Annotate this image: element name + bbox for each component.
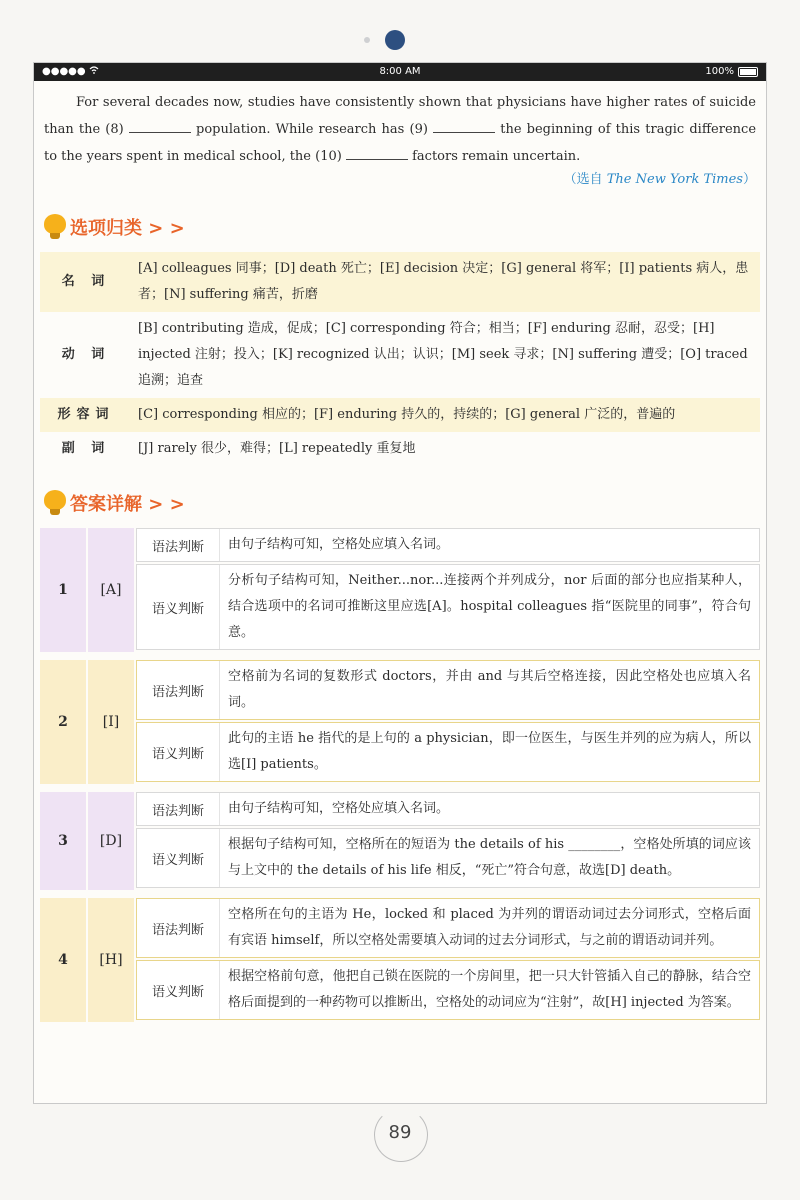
answer-block bbox=[40, 898, 760, 1022]
source-suffix: ） bbox=[742, 172, 756, 187]
meaning-text: 根据空格前句意，他把自己锁在医院的一个房间里，把一只大针管插入自己的静脉，结合空格后面提到的一种药物可以推断出，空格处的动词应为“注射”，故[H] injected 为答案。 bbox=[228, 969, 751, 1010]
meaning-row bbox=[136, 722, 760, 782]
meaning-text: 分析句子结构可知，Neither...nor...连接两个并列成分，nor 后面的部分也应指某种人，结合选项中的名词可推断这里应选[A]。hospital colleagues 指“医院里的同事”，符合句意。 bbox=[228, 573, 751, 640]
lightbulb-icon bbox=[44, 214, 66, 240]
grammar-label: 语法判断 bbox=[137, 529, 220, 561]
vocab-items: [J] rarely 很少，难得；[L] repeatedly 重复地 bbox=[132, 432, 760, 466]
answer-number: 3 bbox=[40, 792, 86, 890]
grammar-text: 空格前为名词的复数形式 doctors，并由 and 与其后空格连接，因此空格处也应填入名词。 bbox=[228, 669, 751, 710]
vocab-row bbox=[40, 398, 760, 432]
section-title-answers: 答案详解 > > bbox=[70, 494, 185, 515]
passage-text-3: the beginning of this tragic difference to the years spent in medical school, the (10) bbox=[44, 122, 757, 164]
vocab-row bbox=[40, 312, 760, 398]
grammar-text: 空格所在句的主语为 He，locked 和 placed 为并列的谓语动词过去分词形式，空格后面有宾语 himself，所以空格处需要填入动词的过去分词形式，与之前的谓语动词并列。 bbox=[228, 907, 751, 948]
battery-icon bbox=[738, 67, 758, 77]
vocab-items: [A] colleagues 同事；[D] death 死亡；[E] decision 决定；[G] general 将军；[I] patients 病人，患者；[N] suffering 痛苦，折磨 bbox=[132, 252, 760, 312]
meaning-row bbox=[136, 564, 760, 650]
answer-rows bbox=[136, 792, 760, 890]
answer-rows bbox=[136, 898, 760, 1022]
meaning-row bbox=[136, 960, 760, 1020]
vocab-table bbox=[40, 252, 760, 466]
device-sensor bbox=[364, 37, 370, 43]
battery-text: 100% bbox=[705, 66, 734, 77]
vocab-items: [B] contributing 造成，促成；[C] corresponding 符合；相当；[F] enduring 忍耐，忍受；[H] injected 注射；投入；[K] recognized 认出；认识；[M] seek 寻求；[N] suffering 遭受；[O] traced 追溯；追查 bbox=[132, 312, 760, 398]
vocab-row bbox=[40, 432, 760, 466]
answer-letter: [A] bbox=[88, 528, 134, 652]
answer-block bbox=[40, 528, 760, 652]
source-prefix: （选自 bbox=[563, 172, 607, 187]
answer-letter: [H] bbox=[88, 898, 134, 1022]
answer-rows bbox=[136, 528, 760, 652]
grammar-row bbox=[136, 898, 760, 958]
status-time: 8:00 AM bbox=[379, 66, 421, 77]
passage-text-4: factors remain uncertain. bbox=[412, 149, 581, 164]
vocab-category: 形容词 bbox=[40, 398, 132, 432]
grammar-row bbox=[136, 528, 760, 562]
answer-block bbox=[40, 792, 760, 890]
meaning-label: 语义判断 bbox=[137, 829, 220, 887]
vocab-row bbox=[40, 252, 760, 312]
passage-text-1: For several decades now, studies have consistently shown that physicians have higher rates of suicide than the (8) bbox=[44, 95, 756, 137]
meaning-row bbox=[136, 828, 760, 888]
meaning-text: 根据句子结构可知，空格所在的短语为 the details of his ________，空格处所填的词应该与上文中的 the details of his life 相反，“死亡”符合句意，故选[D] death。 bbox=[228, 837, 751, 878]
tablet-frame bbox=[33, 62, 767, 1104]
source-title: The New York Times bbox=[606, 172, 743, 187]
camera-icon bbox=[385, 30, 405, 50]
answer-letter: [D] bbox=[88, 792, 134, 890]
lightbulb-icon bbox=[44, 490, 66, 516]
battery-status bbox=[705, 66, 758, 77]
answer-number: 1 bbox=[40, 528, 86, 652]
passage-text-2: population. While research has (9) bbox=[196, 122, 428, 137]
meaning-label: 语义判断 bbox=[137, 723, 220, 781]
vocab-category: 副 词 bbox=[40, 432, 132, 466]
blank-9 bbox=[433, 118, 495, 133]
grammar-row bbox=[136, 792, 760, 826]
blank-10 bbox=[346, 145, 408, 160]
reading-passage bbox=[34, 81, 766, 170]
meaning-label: 语义判断 bbox=[137, 565, 220, 649]
grammar-label: 语法判断 bbox=[137, 899, 220, 957]
status-bar bbox=[34, 63, 766, 81]
blank-8 bbox=[129, 118, 191, 133]
answer-number: 4 bbox=[40, 898, 86, 1022]
grammar-label: 语法判断 bbox=[137, 793, 220, 825]
vocab-category: 动 词 bbox=[40, 312, 132, 398]
vocab-items: [C] corresponding 相应的；[F] enduring 持久的，持续的；[G] general 广泛的，普遍的 bbox=[132, 398, 760, 432]
section-title-options: 选项归类 > > bbox=[70, 218, 185, 239]
passage-source bbox=[34, 170, 766, 190]
signal-text: ●●●●● bbox=[42, 66, 89, 77]
answer-block bbox=[40, 660, 760, 784]
answer-letter: [I] bbox=[88, 660, 134, 784]
meaning-text: 此句的主语 he 指代的是上句的 a physician，即一位医生，与医生并列的应为病人，所以选[I] patients。 bbox=[228, 731, 751, 772]
grammar-label: 语法判断 bbox=[137, 661, 220, 719]
answer-rows bbox=[136, 660, 760, 784]
vocab-category: 名 词 bbox=[40, 252, 132, 312]
answer-number: 2 bbox=[40, 660, 86, 784]
page-number: 89 bbox=[388, 1122, 412, 1143]
section-header-options bbox=[44, 212, 766, 242]
meaning-label: 语义判断 bbox=[137, 961, 220, 1019]
grammar-text: 由句子结构可知，空格处应填入名词。 bbox=[228, 801, 450, 816]
passage-paragraph bbox=[44, 89, 756, 170]
grammar-text: 由句子结构可知，空格处应填入名词。 bbox=[228, 537, 450, 552]
section-header-answers bbox=[44, 488, 766, 518]
answer-explanations bbox=[40, 528, 760, 1022]
grammar-row bbox=[136, 660, 760, 720]
